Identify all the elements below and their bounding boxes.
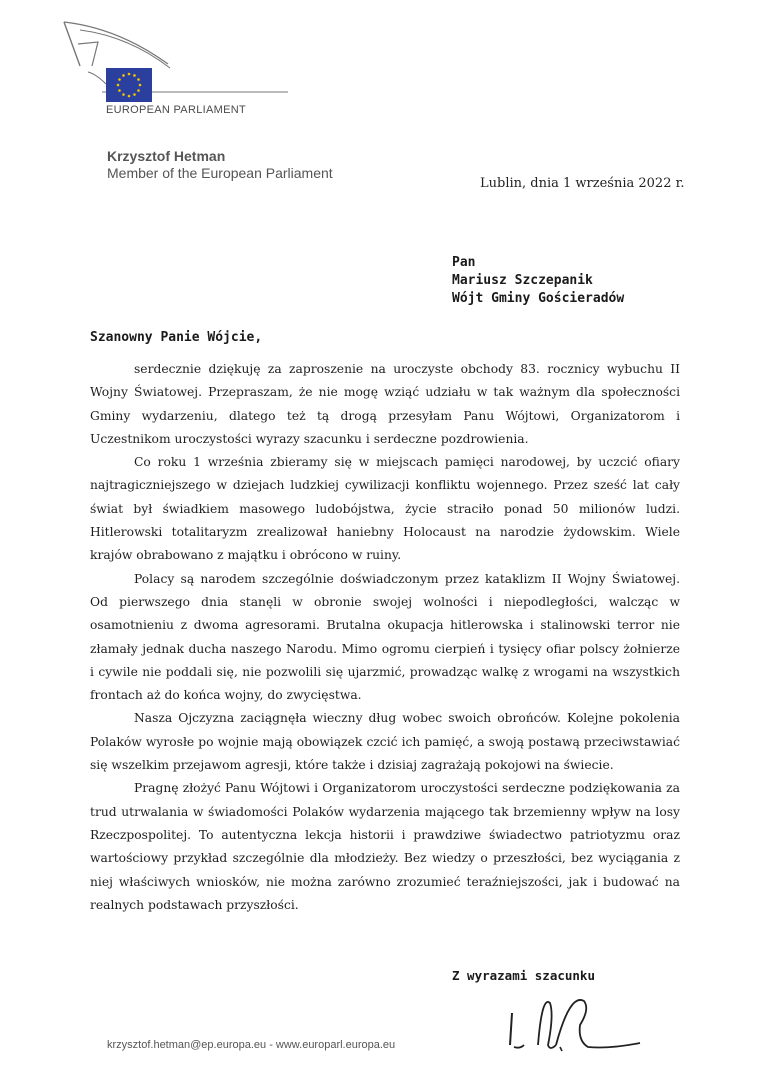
recipient-block xyxy=(452,254,624,308)
closing: Z wyrazami szacunku xyxy=(452,968,595,983)
footer-contact: krzysztof.hetman@ep.europa.eu - www.europarl.europa.eu xyxy=(107,1039,396,1051)
paragraph: Pragnę złożyć Panu Wójtowi i Organizatorom uroczystości serdeczne podziękowania za trud utrwalania w świadomości Polaków wydarzenia mającego tak brzemienny wpływ na losy Rzeczpospolitej. To autentyczna lekcja historii i prawdziwe świadectwo patriotyzmu oraz wartościowy przykład szczególnie dla młodzieży. Bez wiedzy o przeszłości, bez wyciągania z niej właściwych wniosków, nie można zarówno zrozumieć teraźniejszości, jak i budować na realnych podstawach przyszłości. xyxy=(90,781,680,912)
flag-star-icon xyxy=(117,84,120,87)
flag-star-icon xyxy=(128,73,131,76)
flag-star-icon xyxy=(133,93,136,96)
salutation: Szanowny Panie Wójcie, xyxy=(90,330,263,345)
flag-star-icon xyxy=(118,89,121,92)
parliament-emblem-icon xyxy=(58,14,288,114)
institution-name: EUROPEAN PARLIAMENT xyxy=(106,104,246,116)
recipient-name: Mariusz Szczepanik xyxy=(452,273,593,288)
handwritten-signature xyxy=(500,985,650,1059)
flag-star-icon xyxy=(133,74,136,77)
letter-body xyxy=(90,358,680,917)
sender-role: Member of the European Parliament xyxy=(107,165,333,181)
paragraph: serdecznie dziękuję za zaproszenie na uroczyste obchody 83. rocznicy wybuchu II Wojny Światowej. Przepraszam, że nie mogę wziąć udziału w tak ważnym dla społeczności Gminy wydarzeniu, dlatego też tą drogą przesyłam Panu Wójtowi, Organizatorom i Uczestnikom uroczystości wyrazy szacunku i serdeczne pozdrowienia. xyxy=(90,362,680,446)
recipient-position: Wójt Gminy Gościeradów xyxy=(452,291,625,306)
sender-name: Krzysztof Hetman xyxy=(107,148,226,164)
date-line: Lublin, dnia 1 września 2022 r. xyxy=(480,176,685,191)
paragraph: Polacy są narodem szczególnie doświadczonym przez kataklizm II Wojny Światowej. Od pierwszego dnia stanęli w obronie swojej wolności i niepodległości, walcząc w osamotnieniu z dwoma agresorami. Brutalna okupacja hitlerowska i stalinowski terror nie złamały jednak ducha naszego Narodu. Mimo ogromu cierpień i tysięcy ofiar polscy żołnierze i cywile nie poddali się, nie pozwolili się ujarzmić, prowadząc walkę z wrogami na wszystkich frontach aż do końca wojny, do zwycięstwa. xyxy=(90,571,680,703)
paragraph: Co roku 1 września zbieramy się w miejscach pamięci narodowej, by uczcić ofiary najtragiczniejszego w dziejach ludzkiej cywilizacji konfliktu wojennego. Przez sześć lat cały świat był świadkiem masowego ludobójstwa, życie straciło ponad 50 milionów ludzi. Hitlerowski totalitaryzm zrealizował haniebny Holocaust na narodzie żydowskim. Wiele krajów obrabowano z majątku i obrócono w ruiny. xyxy=(90,455,680,563)
flag-star-icon xyxy=(122,74,125,77)
paragraph: Nasza Ojczyzna zaciągnęła wieczny dług wobec swoich obrońców. Kolejne pokolenia Polaków wyrosłe po wojnie mają obowiązek czcić ich pamięć, a swoją postawą przeciwstawiać się wszelkim przejawom agresji, które także i dzisiaj zagrażają pokojowi na świecie. xyxy=(90,711,680,773)
recipient-title: Pan xyxy=(452,255,476,270)
flag-star-icon xyxy=(128,95,131,98)
flag-star-icon xyxy=(137,89,140,92)
flag-star-icon xyxy=(139,84,142,87)
flag-star-icon xyxy=(118,78,121,81)
flag-star-icon xyxy=(137,78,140,81)
flag-star-icon xyxy=(122,93,125,96)
